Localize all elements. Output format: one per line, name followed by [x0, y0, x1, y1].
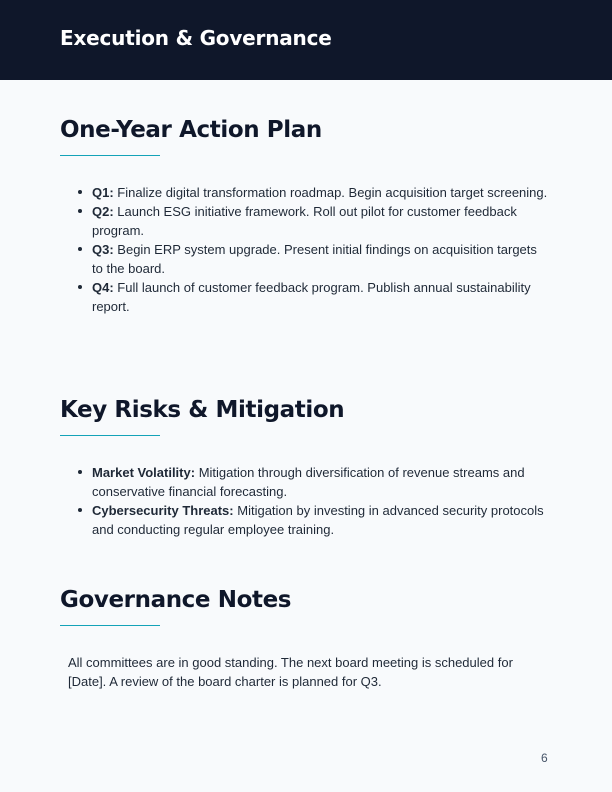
list-item-label: Q3:: [92, 242, 114, 257]
governance-heading: Governance Notes: [60, 587, 292, 613]
bullet-icon: [78, 209, 82, 213]
bullet-icon: [78, 285, 82, 289]
action-plan-heading: One-Year Action Plan: [60, 117, 322, 143]
header-title: Execution & Governance: [60, 26, 332, 50]
action-plan-underline: [60, 155, 160, 156]
list-item-text: Mitigation by investing in advanced security protocols and conducting regular employee training.: [92, 503, 544, 537]
list-item: [92, 183, 550, 202]
list-item-text: Mitigation through diversification of revenue streams and conservative financial forecasting.: [92, 465, 525, 499]
list-item: [92, 501, 550, 539]
list-item-text: Finalize digital transformation roadmap. Begin acquisition target screening.: [117, 185, 548, 200]
list-item-text: Launch ESG initiative framework. Roll out pilot for customer feedback program.: [92, 204, 517, 238]
bullet-icon: [78, 508, 82, 512]
list-item-label: Q4:: [92, 280, 114, 295]
governance-underline: [60, 625, 160, 626]
bullet-icon: [78, 190, 82, 194]
page-header: [0, 0, 612, 80]
list-item: [92, 278, 550, 316]
risks-heading: Key Risks & Mitigation: [60, 397, 345, 423]
list-item-label: Market Volatility:: [92, 465, 196, 480]
list-item: [92, 240, 550, 278]
bullet-icon: [78, 470, 82, 474]
list-item-label: Q1:: [92, 185, 114, 200]
list-item: [92, 202, 550, 240]
list-item-text: Full launch of customer feedback program. Publish annual sustainability report.: [92, 280, 531, 314]
bullet-icon: [78, 247, 82, 251]
governance-body: All committees are in good standing. The next board meeting is scheduled for [Date]. A review of the board charter is planned for Q3.: [68, 655, 513, 689]
action-plan-list: [92, 183, 550, 316]
risks-underline: [60, 435, 160, 436]
risks-list: [92, 463, 550, 539]
page-number: 6: [541, 751, 548, 765]
list-item: [92, 463, 550, 501]
list-item-label: Q2:: [92, 204, 114, 219]
list-item-text: Begin ERP system upgrade. Present initial findings on acquisition targets to the board.: [92, 242, 537, 276]
list-item-label: Cybersecurity Threats:: [92, 503, 234, 518]
